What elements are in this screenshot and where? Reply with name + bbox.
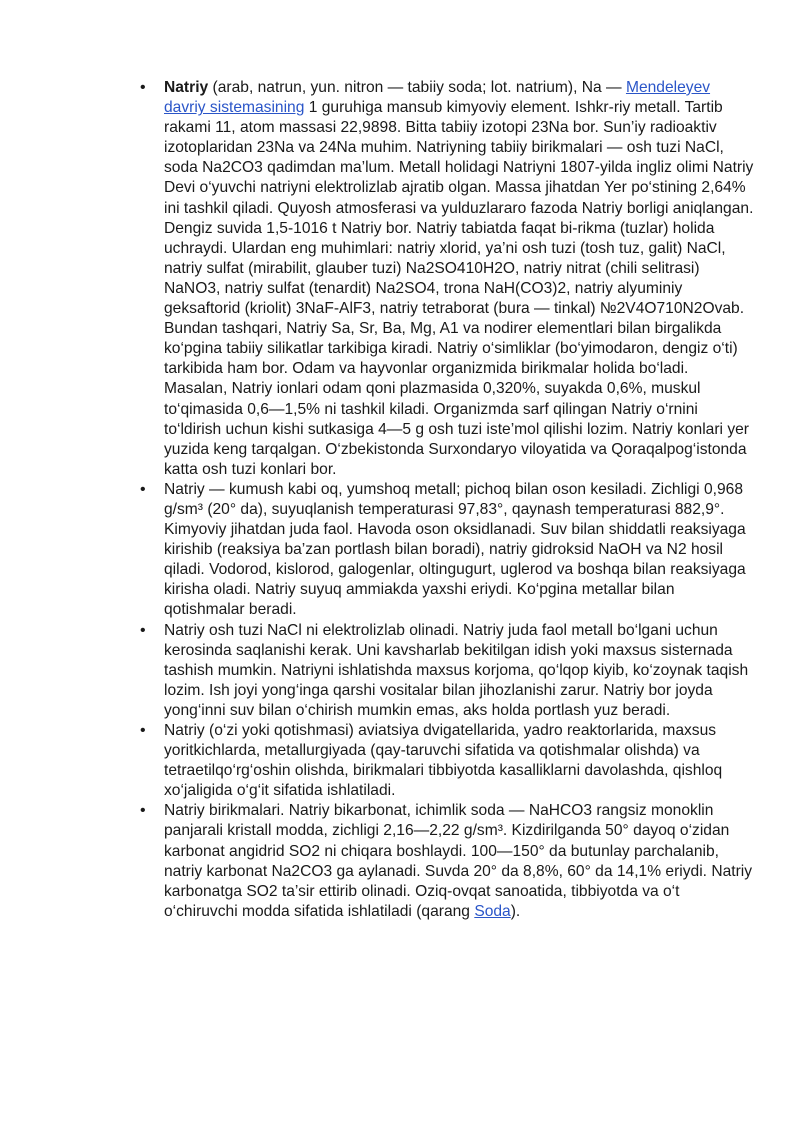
paragraph-text: Natriy osh tuzi NaCl ni elektrolizlab olinadi. Natriy juda faol metall bo‘lgani uchun kerosinda saqlanishi kerak. Uni kavsharlab bekitilgan idish yoki maxsus sisternada tashish mumkin. Natriyni ishlatishda maxsus korjoma, qo‘lqop kiyib, ko‘zoynak taqish lozim. Ish joyi yong‘inga qarshi vositalar bilan jihozlanishi zarur. Natriy bor joyda yong‘inni suv bilan o‘chirish mumkin emas, aks holda portlash yuz beradi. xyxy=(164,621,749,719)
term-bold: Natriy xyxy=(164,79,209,96)
paragraph-text: Natriy birikmalari. Natriy bikarbonat, ichimlik soda — NaHCO3 rangsiz monoklin panjarali kristall modda, zichligi 2,16—2,22 g/sm³. Kizdirilganda 50° dayoq o‘zidan karbonat angidrid SO2 ni chiqara boshlaydi. 100—150° da butunlay parchalanib, natriy karbonat Na2CO3 ga aylanadi. Suvda 20° da 8,8%, 60° da 14,1% eriydi. Natriy karbonatga SO2 ta’sir ettirib olinadi. Oziq-ovqat sanoatida, tibbiyotda va o‘t o‘chiruvchi modda sifatida ishlatiladi (qarang xyxy=(164,802,753,920)
bullet-marker: • xyxy=(140,802,146,820)
bullet-marker: • xyxy=(140,480,146,498)
list-item xyxy=(140,480,754,621)
paragraph-text: Natriy — kumush kabi oq, yumshoq metall; pichoq bilan oson kesiladi. Zichligi 0,968 g/sm³ (20° da), suyuqlanish temperaturasi 97,83°, qaynash temperaturasi 882,9°. Kimyoviy jihatdan juda faol. Havoda oson oksidlanadi. Suv bilan shiddatli reaksiyaga kirishib (reaksiya ba’zan portlash bilan boradi), natriy gidroksid NaOH va N2 hosil qiladi. Vodorod, kislorod, galogenlar, oltingugurt, uglerod va boshqa bilan reaksiyaga kirisha oladi. Natriy suyuq ammiakda yaxshi eriydi. Ko‘pgina metallar bilan qotishmalar beradi. xyxy=(164,480,746,619)
list-item xyxy=(140,721,754,801)
paragraph-text: (arab, natrun, yun. nitron — tabiiy soda; lot. natrium), Na — xyxy=(208,79,626,96)
paragraph-text: 1 guruhiga mansub kimyoviy element. Ishkr-riy metall. Tartib rakami 11, atom massasi 22,9898. Bitta tabiiy izotopi 23Na bor. Sun’iy radioaktiv izotoplaridan 23Na va 24Na muhim. Natriyning tabiiy birikmalari — osh tuzi NaCl, soda Na2CO3 qadimdan ma’lum. Metall holidagi Natriyni 1807-yilda ingliz olimi Natriy Devi o‘yuvchi natriyni elektrolizlab ajratib olgan. Massa jihatdan Yer po‘stining 2,64% ini tashkil qiladi. Quyosh atmosferasi va yulduzlararo fazoda Natriy borligi aniqlangan. Dengiz suvida 1,5-1016 t Natriy bor. Natriy tabiatda faqat bi-rikma (tuzlar) holida uchraydi. Ulardan eng muhimlari: natriy xlorid, ya’ni osh tuzi (tosh tuz, galit) NaCl, natriy sulfat (mirabilit, glauber tuzi) Na2SO410H2O, natriy nitrat (chili selitrasi) NaNO3, natriy sulfat (tenardit) Na2SO4, trona NaH(CO3)2, natriy alyuminiy geksaftorid (kriolit) 3NaF-AlF3, natriy tetraborat (bura — tinkal) №2V4O710N2Ovab. Bundan tashqari, Natriy Sa, Sr, Ba, Mg, A1 va nodirer elementlari bilan birgalikda ko‘pgina tabiiy silikatlar tarkibiga kiradi. Natriy o‘simliklar (bo‘yimodaron, dengiz o‘ti) tarkibida ham bor. Odam va hayvonlar organizmida birikmalar holida bo‘ladi. Masalan, Natriy ionlari odam qoni plazmasida 0,320%, suyakda 0,6%, muskul to‘qimasida 0,6—1,5% ni tashkil kiladi. Organizmda sarf qilingan Natriy o‘rnini to‘ldirish uchun kishi sutkasiga 4—5 g osh tuzi iste’mol qilishi lozim. Natriy konlari yer yuzida keng tarqalgan. O‘zbekistonda Surxondaryo viloyatida va Qoraqalpog‘istonda katta osh tuzi konlari bor. xyxy=(164,99,754,478)
bullet-marker: • xyxy=(140,621,146,639)
bullet-marker: • xyxy=(140,79,146,96)
paragraph-text: Natriy (o‘zi yoki qotishmasi) aviatsiya dvigatellarida, yadro reaktorlarida, maxsus yoritkichlarda, metallurgiyada (qay-taruvchi sifatida va qotishmalar olishda) va tetraetilqo‘rg‘oshin olishda, birikmalari tibbiyotda kasalliklarni davolashda, qishloq xo‘jaligida o‘g‘it sifatida ishlatiladi. xyxy=(164,722,723,800)
mendeleyev-link[interactable]: Mendeleyev davriy sistemasining xyxy=(164,79,711,117)
bullet-marker: • xyxy=(140,722,146,739)
list-item xyxy=(140,621,754,721)
list-item xyxy=(140,78,754,480)
bullet-list xyxy=(140,78,754,922)
paragraph-text: ). xyxy=(510,902,521,920)
soda-link[interactable]: Soda xyxy=(474,902,511,920)
list-item xyxy=(140,801,754,922)
